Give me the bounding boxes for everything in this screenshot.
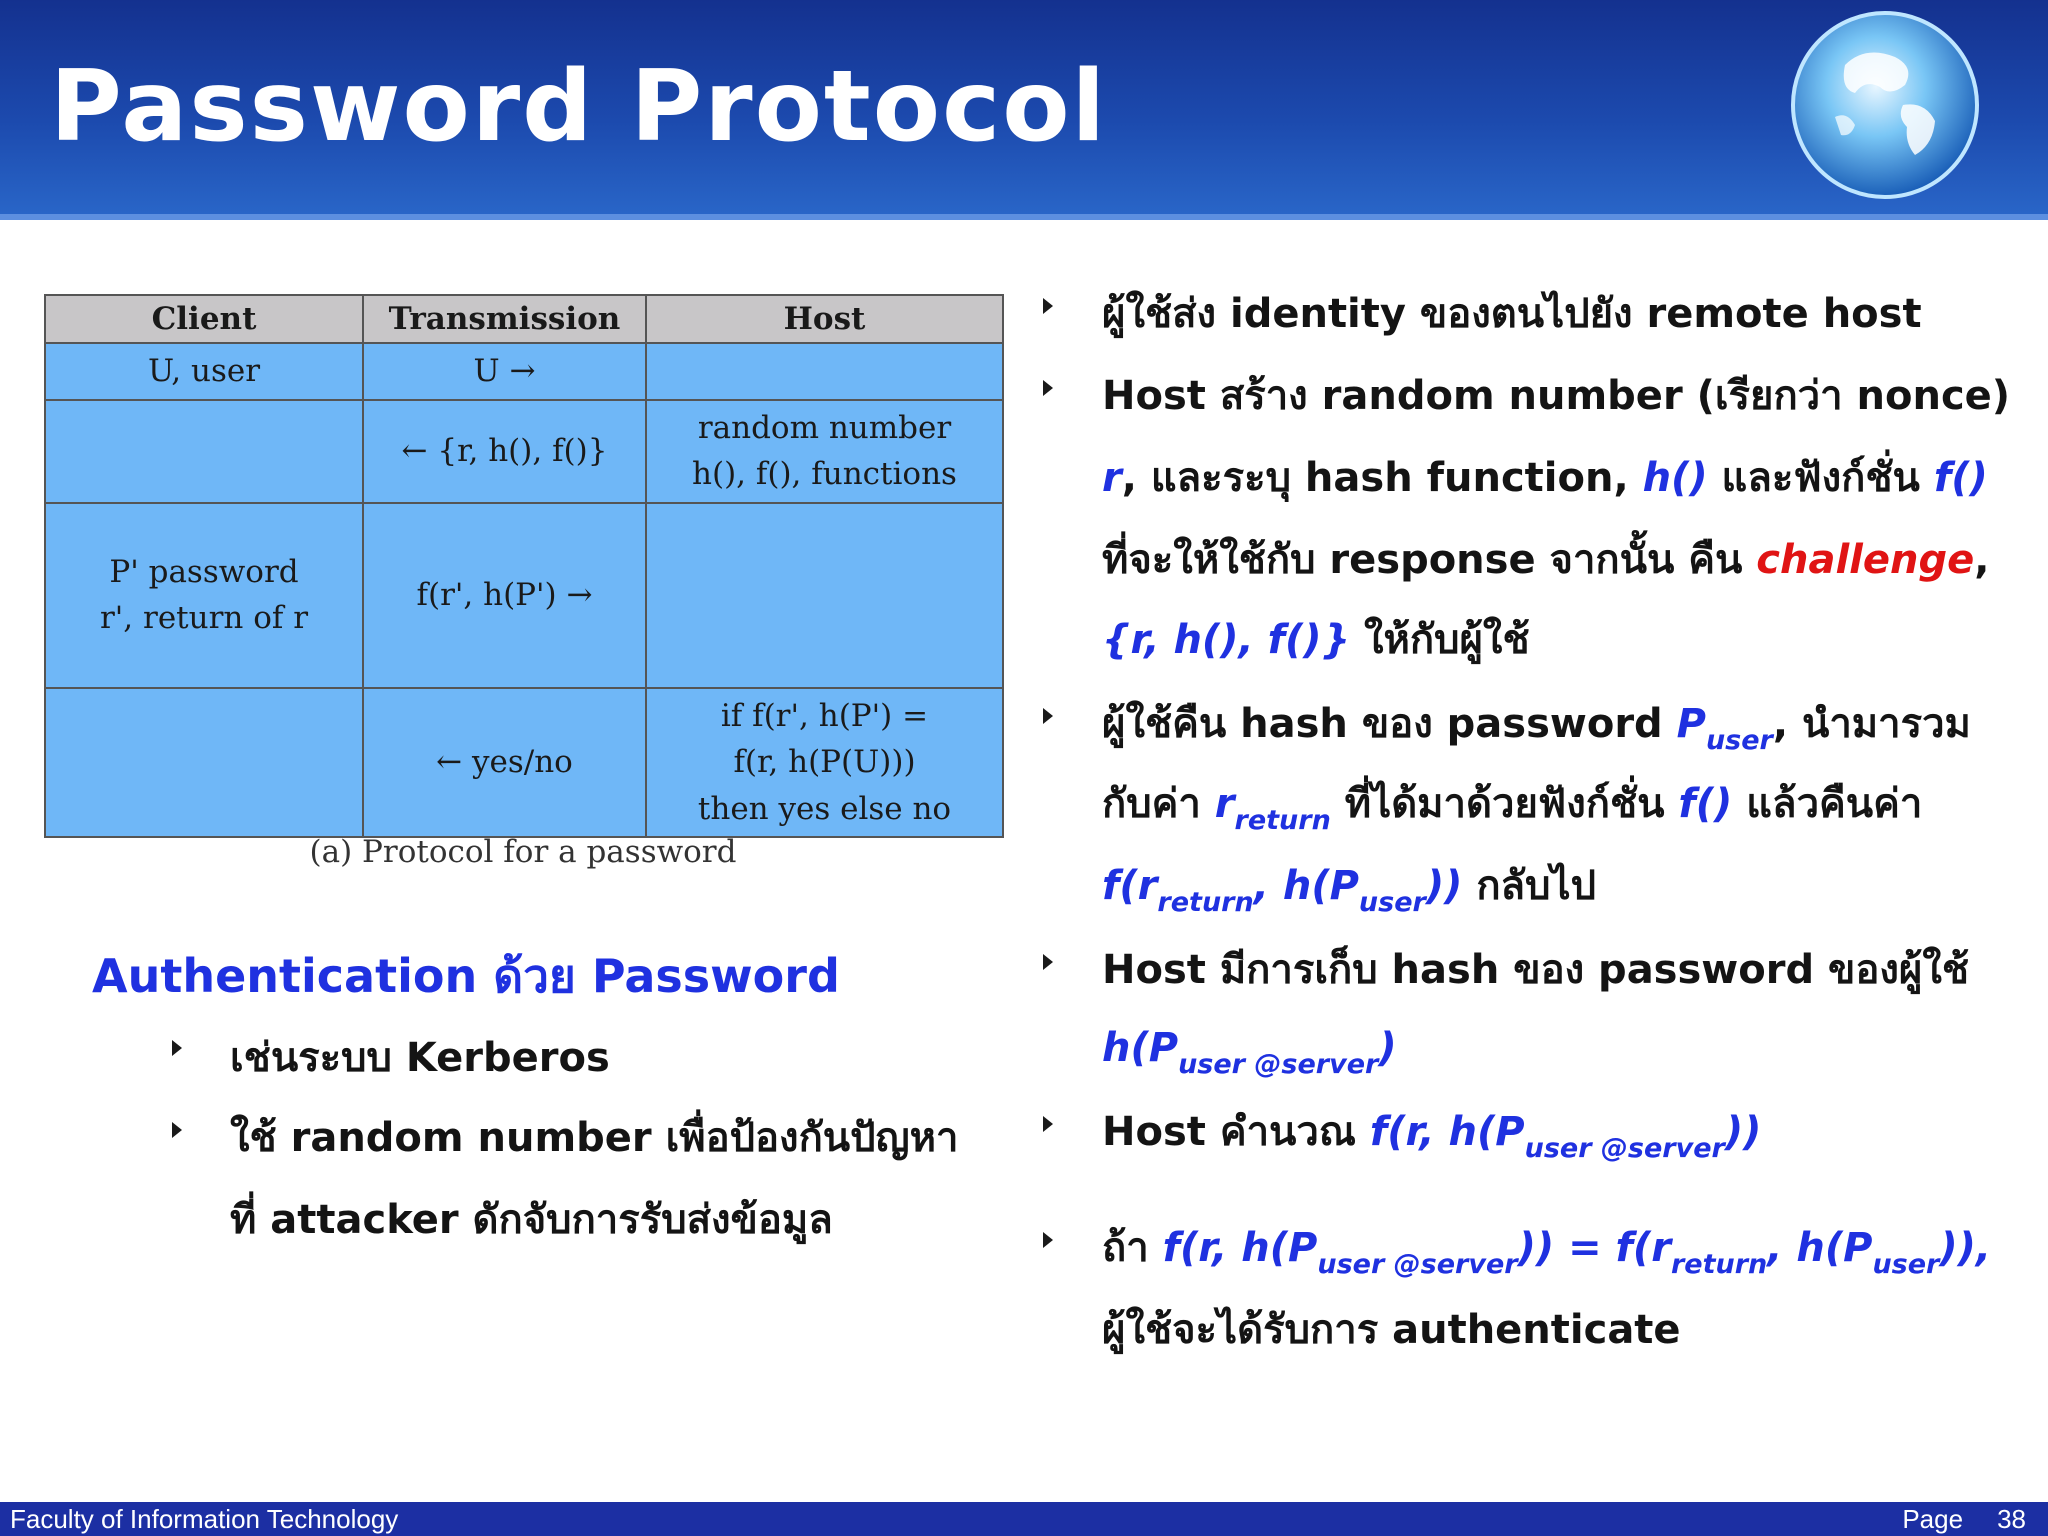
footer-org: Faculty of Information Technology xyxy=(10,1504,399,1534)
page-number: 38 xyxy=(1997,1504,2026,1534)
bullet-marker-icon xyxy=(1043,380,1053,396)
right-bullet-5: Host คำนวณ f(r, $h(P_{user @server})$) xyxy=(1102,1109,1762,1164)
right-bullet-3-line-2: กับค่า $r_{return}$ ที่ได้มาด้วยฟังก์ชั่น f() แล้วคืนค่า xyxy=(1102,781,1923,836)
cell-host xyxy=(646,503,1003,688)
table-row xyxy=(45,503,1003,688)
table-header-host: Host xyxy=(646,295,1003,343)
right-bullet-1: ผู้ใช้ส่ง identity ของตนไปยัง remote host xyxy=(1102,291,1922,337)
slide-title: Password Protocol xyxy=(50,50,1108,164)
auth-bullet: ที่ attacker ดักจับการรับส่งข้อมูล xyxy=(230,1197,833,1243)
cell-transmission: f(r', h(P') → xyxy=(363,503,646,688)
footer-page xyxy=(1902,1504,2026,1535)
right-bullet-2-line-3: ที่จะให้ใช้กับ response จากนั้น คืน challenge, xyxy=(1102,537,1990,583)
table-header-transmission: Transmission xyxy=(363,295,646,343)
slide-footer xyxy=(0,1502,2048,1536)
auth-section-title: Authentication ด้วย Password xyxy=(92,949,840,1003)
bullet-marker-icon xyxy=(172,1040,182,1056)
right-bullet-6-line-2: ผู้ใช้จะได้รับการ authenticate xyxy=(1102,1307,1681,1353)
bullet-marker-icon xyxy=(1043,708,1053,724)
cell-client xyxy=(45,400,363,503)
table-caption: (a) Protocol for a password xyxy=(309,834,737,870)
table-header-client: Client xyxy=(45,295,363,343)
table-row xyxy=(45,688,1003,838)
cell-client: U, user xyxy=(45,343,363,400)
protocol-table xyxy=(44,294,1004,838)
table-row xyxy=(45,400,1003,503)
right-bullet-6-line-1: ถ้า f(r, $h(P_{user @server})) = f(r_{return}$, $h(P_{user})$), xyxy=(1102,1225,1992,1280)
cell-host xyxy=(646,343,1003,400)
globe-icon xyxy=(1785,5,1985,205)
cell-host: if f(r', h(P') = f(r, h(P(U))) then yes else no xyxy=(646,688,1003,838)
cell-transmission: ← yes/no xyxy=(363,688,646,838)
cell-client: P' password r', return of r xyxy=(45,503,363,688)
right-bullet-2-line-2: r, และระบุ hash function, h() และฟังก์ชั่น f() xyxy=(1102,455,1988,501)
right-bullet-3-line-3: $f(r_{return}$, $h(P_{user})$) กลับไป xyxy=(1102,863,1596,918)
right-bullet-4-line-1: Host มีการเก็บ hash ของ password ของผู้ใช้ xyxy=(1102,947,1970,993)
auth-bullet: เช่นระบบ Kerberos xyxy=(230,1035,610,1081)
page-label: Page xyxy=(1902,1504,1964,1534)
cell-transmission: ← {r, h(), f()} xyxy=(363,400,646,503)
bullet-marker-icon xyxy=(1043,1116,1053,1132)
bullet-marker-icon xyxy=(1043,954,1053,970)
right-bullet-2-line-4: {r, h(), f()} ให้กับผู้ใช้ xyxy=(1102,617,1530,663)
slide-header xyxy=(0,0,2048,220)
right-bullet-3-line-1: ผู้ใช้คืน hash ของ password $P_{user}$, นำมารวม xyxy=(1102,701,1971,756)
bullet-marker-icon xyxy=(1043,298,1053,314)
cell-client xyxy=(45,688,363,838)
cell-transmission: U → xyxy=(363,343,646,400)
bullet-marker-icon xyxy=(1043,1232,1053,1248)
bullet-marker-icon xyxy=(172,1122,182,1138)
right-bullet-2-line-1: Host สร้าง random number (เรียกว่า nonce) xyxy=(1102,373,2011,419)
cell-host: random number h(), f(), functions xyxy=(646,400,1003,503)
right-bullet-4-line-2: $h(P_{user @server})$ xyxy=(1102,1025,1397,1080)
auth-bullet: ใช้ random number เพื่อป้องกันปัญหา xyxy=(230,1115,959,1161)
table-row xyxy=(45,343,1003,400)
